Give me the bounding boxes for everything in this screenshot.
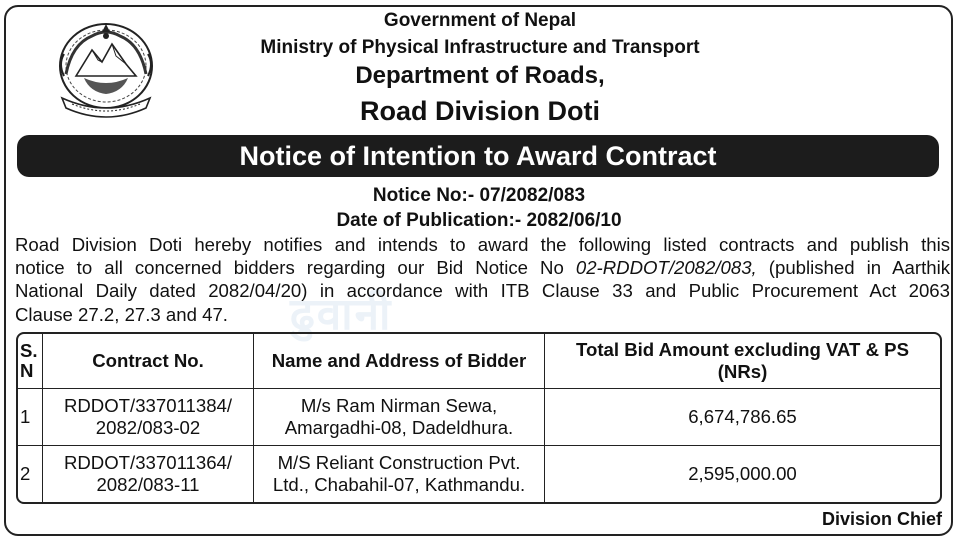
row-bidder — [254, 389, 545, 446]
body-line-1: Road Division Doti hereby notifies and intends to award the following listed contracts and publish this — [15, 234, 950, 255]
row-amount: 6,674,786.65 — [545, 389, 940, 446]
contract-no-line2: 2082/083-11 — [96, 474, 200, 495]
row-serial-number: 1 — [18, 389, 43, 446]
notice-body — [15, 233, 950, 326]
row-amount: 2,595,000.00 — [688, 463, 797, 484]
body-line-2 — [15, 256, 950, 279]
bidder-address: Amargadhi-08, Dadeldhura. — [284, 417, 514, 438]
header-ministry: Ministry of Physical Infrastructure and Transport — [260, 37, 700, 58]
watermark-logo: ढुवानी — [290, 290, 393, 339]
notice-title-banner: Notice of Intention to Award Contract — [17, 135, 939, 177]
header-sn-line2: N — [20, 360, 34, 381]
header-government: Government of Nepal — [383, 10, 577, 31]
header-amount-line1: Total Bid Amount excluding VAT & PS — [576, 339, 909, 360]
header-division: Road Division Doti — [359, 96, 600, 126]
contract-no-line1: RDDOT/337011384/ — [63, 395, 233, 416]
header-department: Department of Roads, — [355, 62, 605, 89]
bid-notice-reference: 02-RDDOT/2082/083, — [575, 257, 757, 279]
header-amount — [545, 334, 940, 389]
header-serial-number — [18, 334, 43, 389]
header-amount-line2: (NRs) — [717, 361, 768, 382]
table-row — [18, 389, 940, 446]
body-line-4: Clause 27.2, 27.3 and 47. — [15, 303, 228, 325]
row-serial-number: 2 — [18, 446, 43, 502]
row-bidder — [254, 446, 545, 502]
header-contract-no: Contract No. — [43, 334, 254, 389]
table-row — [18, 446, 940, 502]
body-line-2-tail: (published in Aarthik — [756, 257, 951, 279]
body-line-3: National Daily dated 2082/04/20) in accordance with ITB Clause 33 and Public Procurement Act 2063 — [15, 280, 950, 302]
row-contract-no — [43, 389, 254, 446]
notice-number: Notice No:- 07/2082/083 — [372, 185, 586, 206]
signature-division-chief: Division Chief — [821, 509, 942, 529]
award-table — [16, 332, 942, 504]
body-line-2-text: notice to all concerned bidders regarding our Bid Notice No — [15, 257, 576, 279]
nepal-emblem-icon — [52, 14, 160, 122]
contract-no-line1: RDDOT/337011364/ — [63, 452, 233, 473]
row-contract-no — [43, 446, 254, 502]
publication-date: Date of Publication:- 2082/06/10 — [336, 210, 622, 231]
bidder-name: M/S Reliant Construction Pvt. — [277, 452, 521, 473]
contract-no-line2: 2082/083-02 — [95, 417, 201, 438]
header-bidder: Name and Address of Bidder — [254, 334, 545, 389]
header-sn-line1: S. — [20, 340, 38, 361]
table-header-row — [18, 334, 940, 389]
bidder-name: M/s Ram Nirman Sewa, — [300, 395, 498, 416]
bidder-address: Ltd., Chabahil-07, Kathmandu. — [272, 474, 526, 495]
